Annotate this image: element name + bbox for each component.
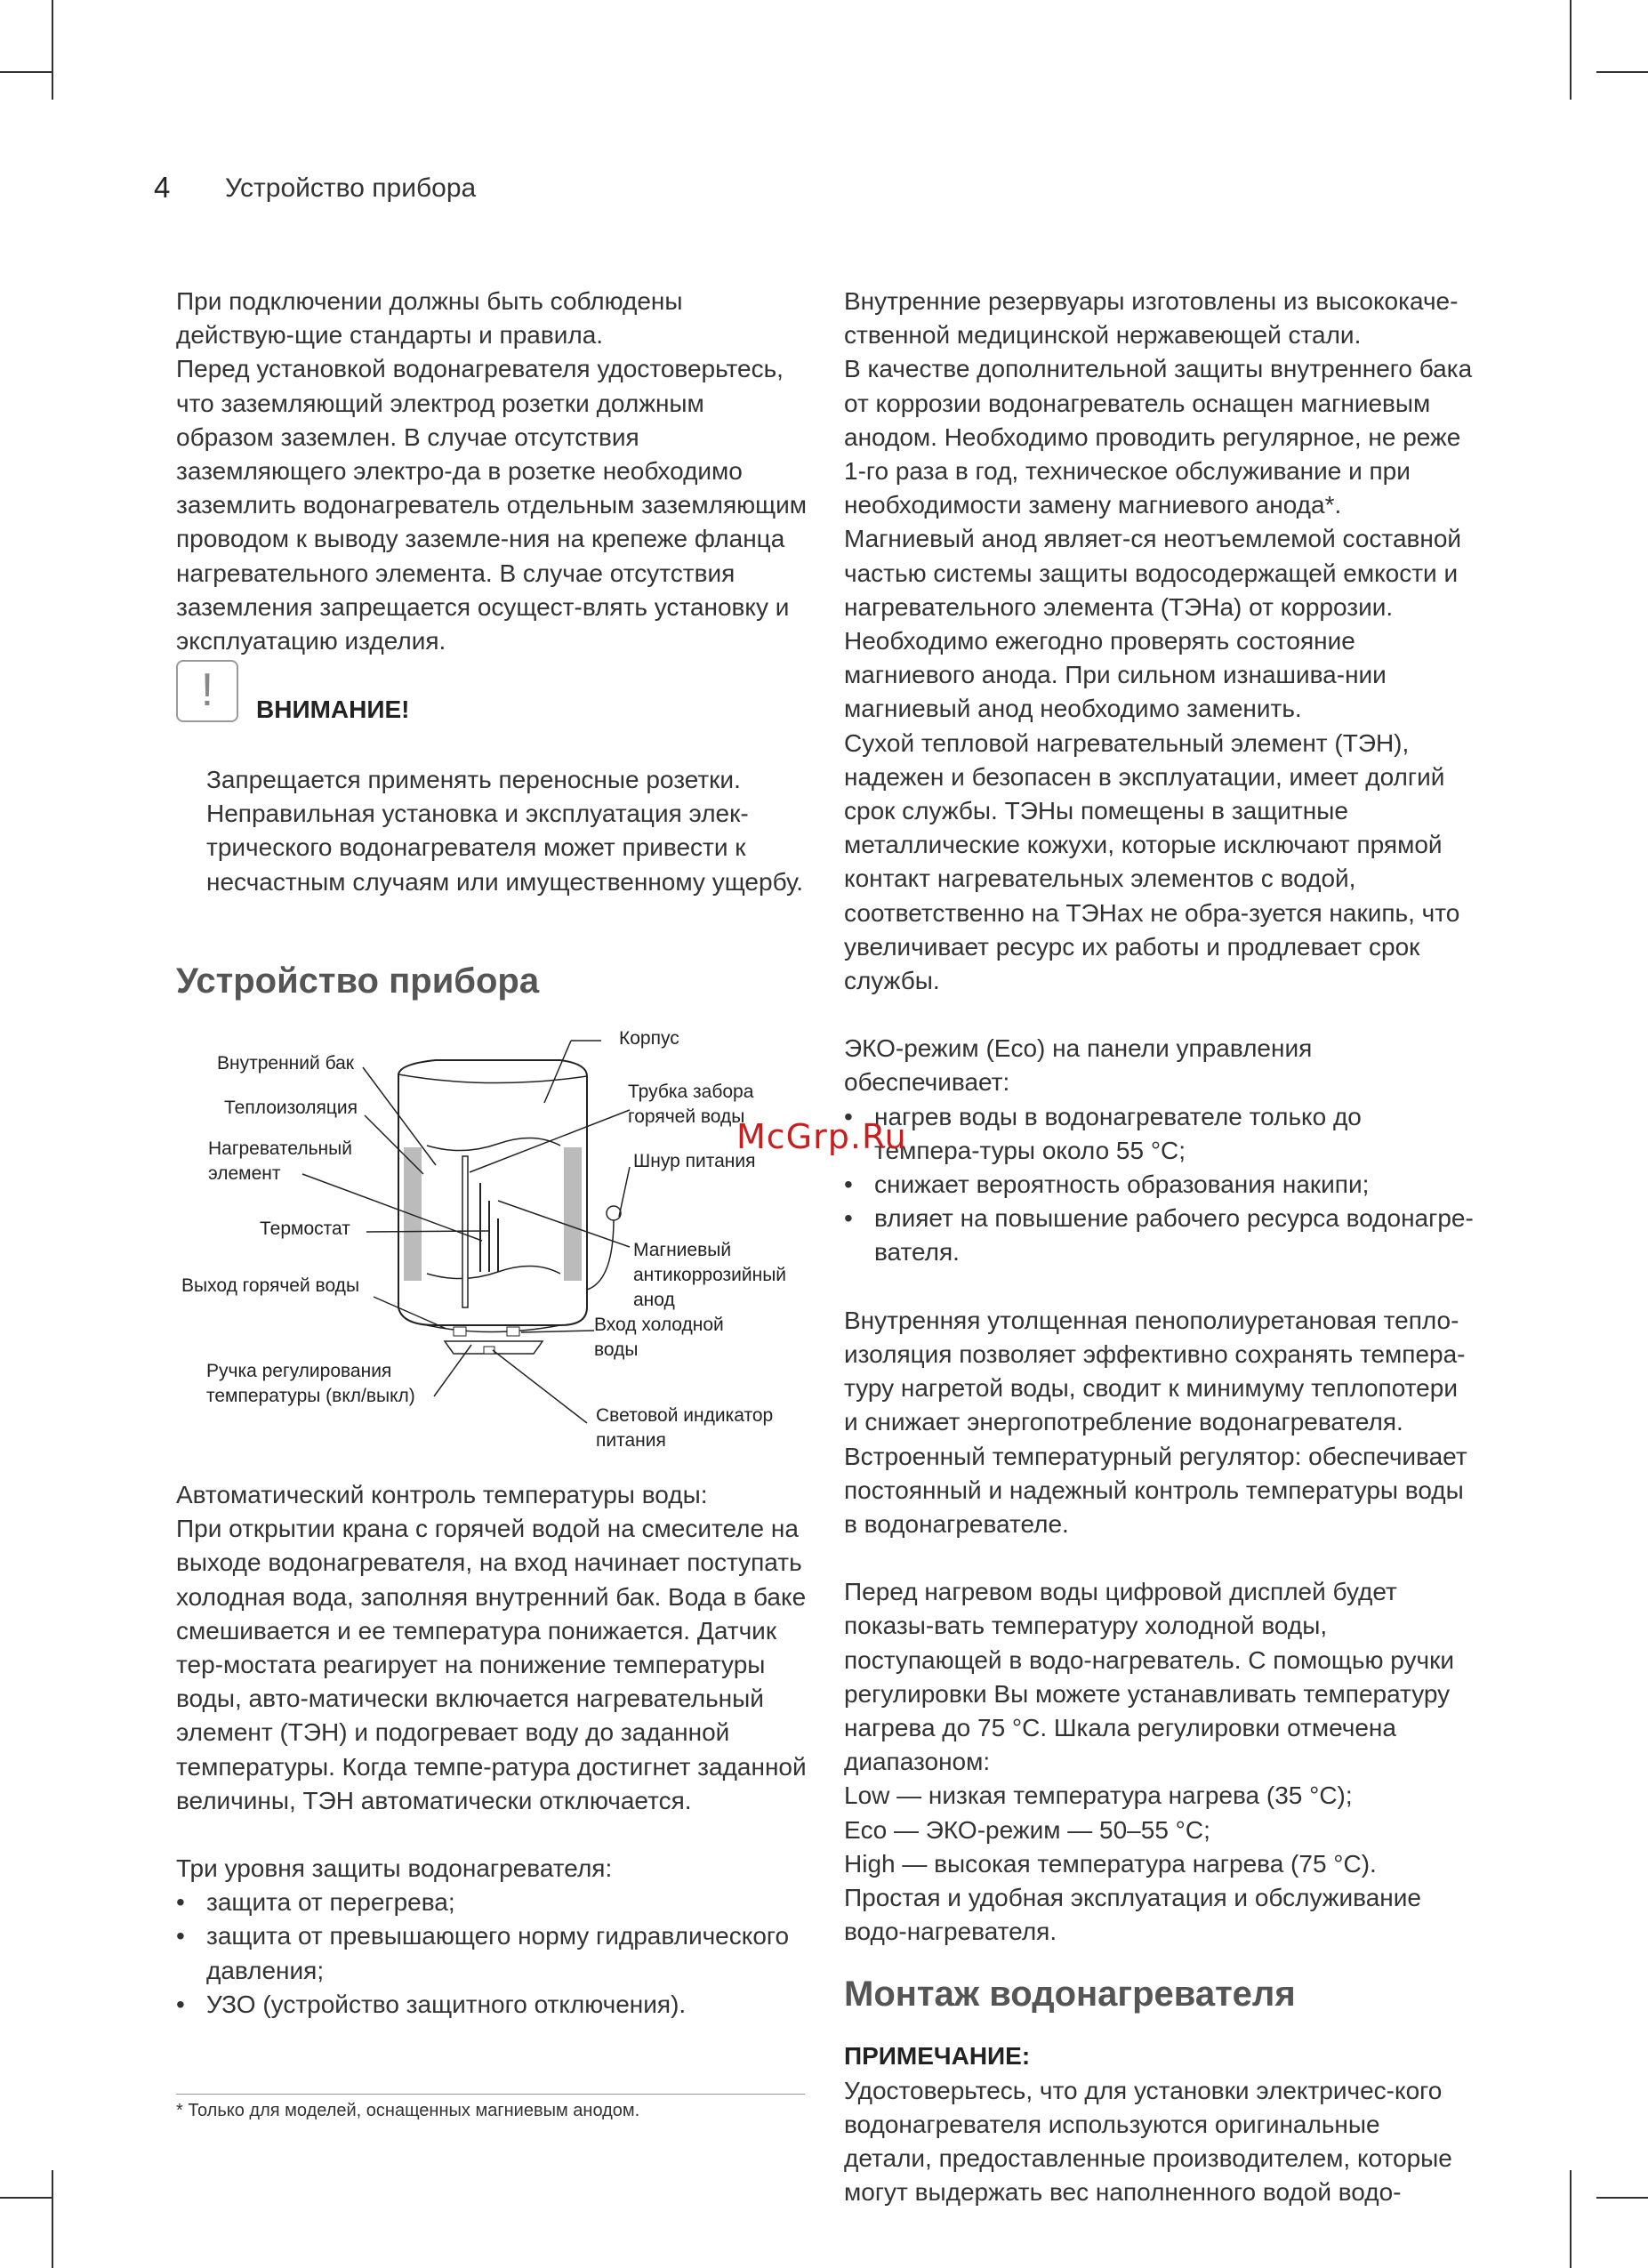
footnote: * Только для моделей, оснащенных магниевым анодом.: [176, 2101, 640, 2120]
section-heading: Монтаж водонагревателя: [844, 1974, 1296, 2015]
crop-mark: [0, 71, 53, 73]
list-item: • защита от перегрева;: [176, 1886, 808, 1919]
label-cord: Шнур питания: [633, 1151, 756, 1171]
left-intro: [176, 285, 808, 658]
label-hot-out: Выход горячей воды: [181, 1275, 360, 1296]
crop-mark: [52, 0, 53, 100]
crop-mark: [0, 2197, 53, 2199]
paragraph: Сухой тепловой нагревательный элемент (ТЭН), надежен и безопасен в эксплуатации, имеет долгий срок службы. ТЭНы помещены в защитные металлические кожухи, которые исключают прямой контакт нагревательных элементов с водой, соответственно на ТЭНах не обра-зуется накипь, что увеличивает ресурс их работы и продлевает срок службы.: [844, 728, 1460, 995]
note-title: ПРИМЕЧАНИЕ:: [844, 2042, 1031, 2071]
footnote-rule: [176, 2094, 805, 2095]
crop-mark: [52, 2170, 53, 2268]
list-item: • влияет на повышение рабочего ресурса водонагре-вателя.: [844, 1202, 1474, 1269]
crop-mark: [1596, 2197, 1648, 2199]
device-diagram: [169, 1014, 827, 1468]
label-body: Корпус: [619, 1028, 679, 1049]
paragraph: Внутренние резервуары изготовлены из высококаче-ственной медицинской нержавеющей стали.: [844, 287, 1459, 350]
left-lower: [176, 1478, 808, 2022]
label-indicator: Световой индикатор питания: [596, 1405, 774, 1451]
range-high: High — высокая температура нагрева (75 °C).: [844, 1849, 1377, 1878]
paragraph: Встроенный температурный регулятор: обеспечивает постоянный и надежный контроль температуры воды в водонагревателе.: [844, 1442, 1467, 1538]
paragraph: Простая и удобная эксплуатация и обслуживание водо-нагревателя.: [844, 1883, 1421, 1946]
label-inner-tank: Внутренний бак: [217, 1053, 354, 1074]
paragraph: Перед нагревом воды цифровой дисплей будет показы-вать температуру холодной воды, поступающей в водо-нагреватель. С помощью ручки регулировки Вы можете устанавливать температуру нагрева до 75 °C. Шкала регулировки отмечена диапазоном:: [844, 1578, 1454, 1776]
running-header: Устройство прибора: [225, 173, 477, 203]
range-eco: Eco — ЭКО-режим — 50–55 °C;: [844, 1815, 1210, 1844]
crop-mark: [1570, 0, 1572, 100]
eco-title: ЭКО-режим (Eco) на панели управления обеспечивает:: [844, 1034, 1313, 1097]
list-item: • снижает вероятность образования накипи;: [844, 1168, 1474, 1202]
auto-text: При открытии крана с горячей водой на смесителе на выходе водонагревателя, на вход начинает поступать холодная вода, заполняя внутренний бак. Вода в баке смешивается и ее температура понижается. Датчик тер-мостата реагирует на понижение температуры воды, авто-матически включается нагревательный элемент (ТЭН) и подогревает воду до заданной температуры. Когда темпе-ратура достигнет заданной величины, ТЭН автоматически отключается.: [176, 1515, 807, 1814]
list-item: • нагрев воды в водонагревателе только до темпера-туры около 55 °C;: [844, 1100, 1474, 1168]
protect-title: Три уровня защиты водонагревателя:: [176, 1854, 613, 1883]
label-knob: Ручка регулирования температуры (вкл/выкл): [206, 1361, 415, 1406]
crop-mark: [1570, 2170, 1572, 2268]
intro-paragraph: При подключении должны быть соблюдены действую-щие стандарты и правила.: [176, 287, 683, 350]
warning-text: Запрещается применять переносные розетки. Неправильная установка и эксплуатация элек-трического водонагревателя может привести к несчастным случаям или имущественному ущербу.: [206, 766, 803, 896]
exclamation-icon: !: [200, 664, 214, 716]
list-item: • защита от превышающего норму гидравлического давления;: [176, 1919, 808, 1987]
range-low: Low — низкая температура нагрева (35 °C);: [844, 1781, 1353, 1810]
note-text: Удостоверьтесь, что для установки электричес-кого водонагревателя используются оригинальные детали, предоставленные производителем, которые могут выдержать вес наполненного водой водо-: [844, 2076, 1452, 2207]
watermark: McGrp.Ru: [736, 1117, 907, 1156]
auto-title: Автоматический контроль температуры воды:: [176, 1481, 708, 1508]
intro-paragraph: Перед установкой водонагревателя удостоверьтесь, что заземляющий электрод розетки должным образом заземлен. В случае отсутствия заземляющего электро-да в розетке необходимо заземлить водонагреватель отдельным заземляющим проводом к выводу заземле-ния на крепеже фланца нагревательного элемента. В случае отсутствия заземления запрещается осущест-влять установку и эксплуатацию изделия.: [176, 355, 808, 655]
warning-title: ВНИМАНИЕ!: [256, 696, 410, 723]
label-hot-tube: Трубка забора горячей воды: [628, 1082, 754, 1127]
page-number: 4: [154, 171, 171, 204]
label-anode: Магниевый антикоррозийный анод: [633, 1240, 787, 1310]
list-item: • УЗО (устройство защитного отключения).: [176, 1988, 808, 2022]
right-column: [844, 285, 1474, 2209]
paragraph: Внутренняя утолщенная пенополиуретановая тепло-изоляция позволяет эффективно сохранять темпера-туру нагретой воды, сводит к минимуму теплопотери и снижает энергопотребление водонагревателя.: [844, 1306, 1466, 1436]
label-cold-in: Вход холодной воды: [594, 1315, 724, 1360]
label-heater: Нагревательный элемент: [208, 1138, 352, 1184]
crop-mark: [1596, 71, 1648, 73]
label-thermostat: Термостат: [260, 1218, 350, 1239]
label-insulation: Теплоизоляция: [224, 1098, 358, 1118]
warning-box: [176, 660, 238, 722]
paragraph: В качестве дополнительной защиты внутреннего бака от коррозии водонагреватель оснащен магниевым анодом. Необходимо проводить регулярное, не реже 1-го раза в год, техническое обслуживание и при необходимости замену магниевого анода*. Магниевый анод являет-ся неотъемлемой составной частью системы защиты водосодержащей емкости и нагревательного элемента (ТЭНа) от коррозии. Необходимо ежегодно проверять состояние магниевого анода. При сильном изнашива-нии магниевый анод необходимо заменить.: [844, 355, 1473, 723]
section-heading: Устройство прибора: [176, 961, 540, 1001]
